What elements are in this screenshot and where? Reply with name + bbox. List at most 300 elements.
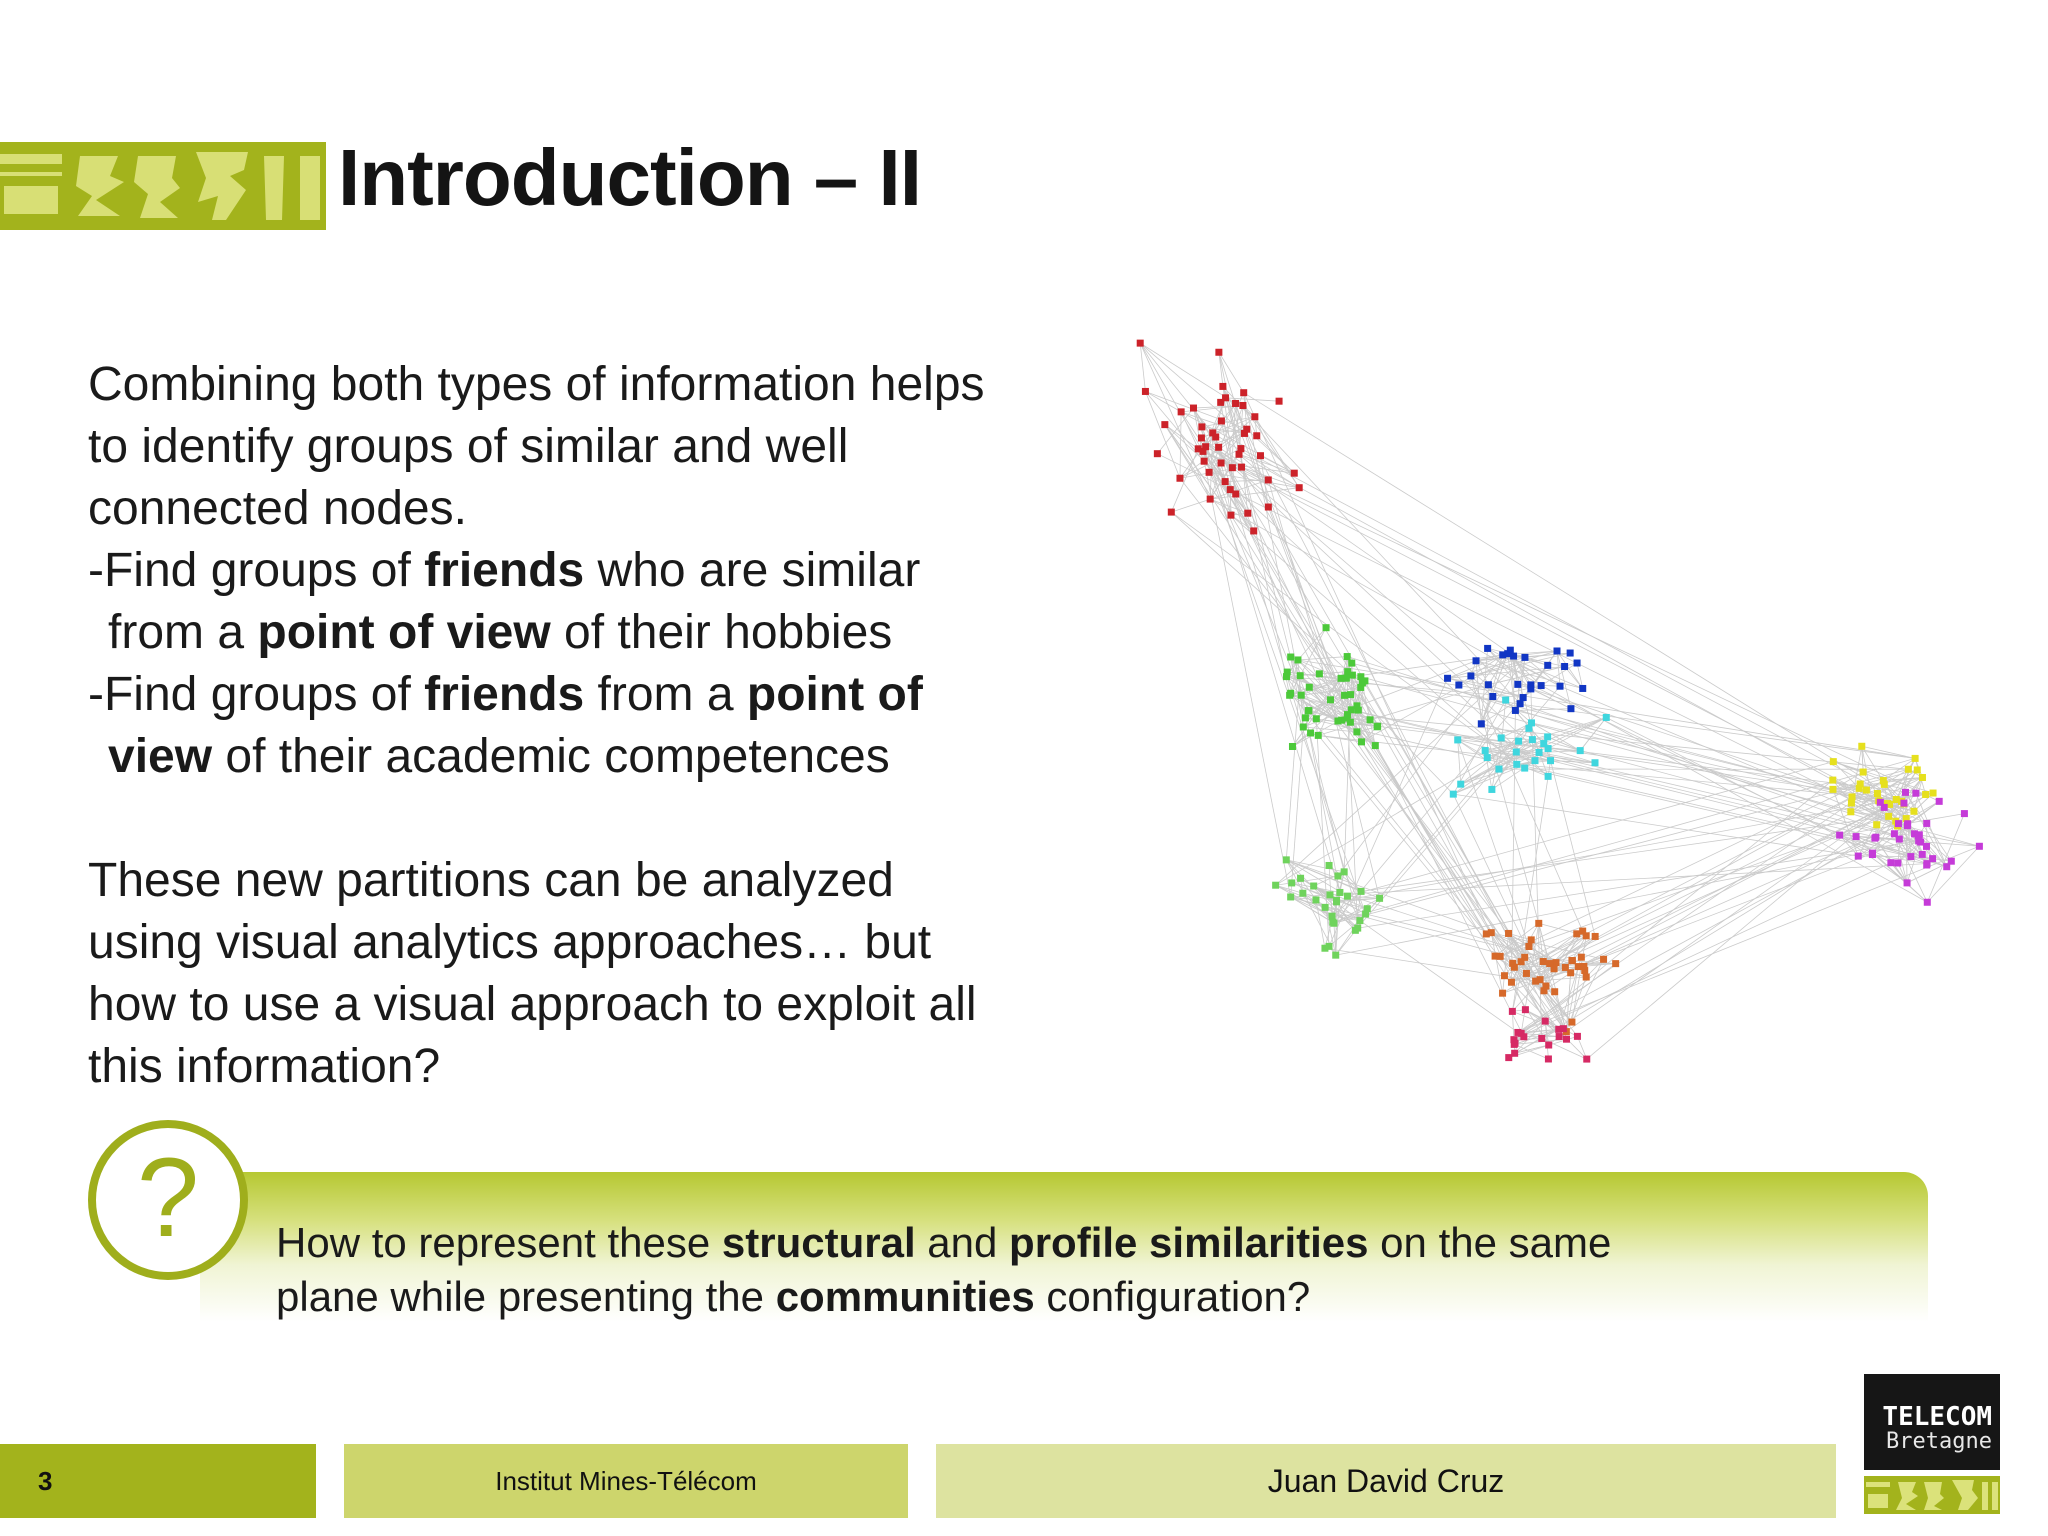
text-run: from a	[584, 668, 747, 721]
graph-node-light-green	[1326, 862, 1333, 869]
graph-node-light-green	[1312, 896, 1319, 903]
graph-node-cyan	[1457, 781, 1464, 788]
graph-node-crimson	[1545, 1055, 1552, 1062]
graph-edge	[1203, 451, 1308, 710]
graph-node-green	[1298, 692, 1305, 699]
graph-node-crimson	[1555, 1026, 1562, 1033]
graph-node-yellow	[1930, 790, 1937, 797]
graph-node-red	[1209, 429, 1216, 436]
graph-node-cyan	[1454, 736, 1461, 743]
graph-edge	[1286, 676, 1300, 860]
graph-node-crimson	[1574, 1033, 1581, 1040]
body-line	[88, 354, 1088, 416]
graph-node-green	[1353, 728, 1360, 735]
institution-logo	[0, 142, 326, 230]
graph-edge	[1244, 393, 1340, 893]
graph-node-red	[1207, 496, 1214, 503]
graph-node-blue	[1527, 685, 1534, 692]
graph-node-orange	[1518, 958, 1525, 965]
graph-node-light-green	[1376, 895, 1383, 902]
graph-edge	[1203, 451, 1366, 914]
graph-node-green	[1307, 729, 1314, 736]
graph-node-red	[1137, 340, 1144, 347]
graph-node-orange	[1540, 958, 1547, 965]
graph-node-cyan	[1482, 747, 1489, 754]
logo-glyph-icon	[0, 142, 326, 230]
graph-node-red	[1229, 464, 1236, 471]
graph-node-magenta	[1915, 837, 1922, 844]
graph-node-orange	[1535, 920, 1542, 927]
graph-node-magenta	[1871, 835, 1878, 842]
graph-node-orange	[1542, 983, 1549, 990]
bold-run: friends	[424, 544, 585, 597]
graph-node-light-green	[1358, 888, 1365, 895]
graph-edge	[1361, 816, 1889, 891]
graph-node-blue	[1567, 705, 1574, 712]
graph-node-magenta	[1912, 790, 1919, 797]
graph-node-light-green	[1341, 868, 1348, 875]
telecom-bretagne-logo	[1864, 1374, 2000, 1470]
body-text	[88, 354, 1088, 1098]
graph-node-cyan	[1531, 757, 1538, 764]
graph-node-red	[1219, 383, 1226, 390]
graph-edge	[1145, 391, 1180, 478]
graph-node-magenta	[1904, 820, 1911, 827]
graph-node-orange	[1552, 959, 1559, 966]
graph-node-orange	[1528, 936, 1535, 943]
graph-node-yellow	[1849, 793, 1856, 800]
graph-node-red	[1215, 444, 1222, 451]
graph-node-green	[1305, 707, 1312, 714]
footer-author: Juan David Cruz	[936, 1444, 1836, 1518]
graph-node-crimson	[1583, 1056, 1590, 1063]
graph-node-red	[1198, 423, 1205, 430]
graph-node-green	[1287, 654, 1294, 661]
graph-node-crimson	[1538, 1035, 1545, 1042]
text-run: How to represent these	[276, 1219, 722, 1266]
text-run: connected nodes.	[88, 482, 467, 535]
graph-node-cyan	[1513, 761, 1520, 768]
text-run: using visual analytics approaches… but	[88, 916, 932, 969]
graph-node-light-green	[1287, 893, 1294, 900]
graph-node-red	[1276, 398, 1283, 405]
graph-edge	[1287, 672, 1915, 758]
graph-node-red	[1190, 405, 1197, 412]
graph-edge	[1858, 807, 1884, 856]
text-run: and	[915, 1219, 1010, 1266]
graph-edge	[1348, 715, 1909, 770]
graph-node-magenta	[1902, 789, 1909, 796]
graph-node-green	[1343, 675, 1350, 682]
graph-node-magenta	[1923, 820, 1930, 827]
graph-node-cyan	[1521, 765, 1528, 772]
graph-node-magenta	[1895, 820, 1902, 827]
graph-edge	[1291, 693, 1487, 934]
graph-node-cyan	[1540, 740, 1547, 747]
graph-node-light-green	[1362, 911, 1369, 918]
graph-edge	[1140, 343, 1216, 437]
text-run: who are similar	[584, 544, 921, 597]
graph-node-red	[1215, 349, 1222, 356]
graph-edge	[1340, 892, 1556, 962]
graph-node-blue	[1520, 694, 1527, 701]
graph-node-green	[1367, 716, 1374, 723]
graph-node-magenta	[1900, 800, 1907, 807]
graph-node-crimson	[1545, 1042, 1552, 1049]
graph-node-red	[1198, 434, 1205, 441]
graph-node-orange	[1523, 970, 1530, 977]
graph-node-orange	[1497, 953, 1504, 960]
body-line	[88, 540, 1088, 602]
graph-node-yellow	[1863, 787, 1870, 794]
graph-node-green	[1347, 691, 1354, 698]
graph-edge	[1336, 842, 1921, 955]
graph-node-orange	[1600, 956, 1607, 963]
graph-node-green	[1349, 672, 1356, 679]
graph-node-blue	[1553, 647, 1560, 654]
graph-node-light-green	[1310, 883, 1317, 890]
graph-node-yellow	[1874, 790, 1881, 797]
graph-node-magenta	[1896, 836, 1903, 843]
graph-node-orange	[1568, 1019, 1575, 1026]
graph-node-red	[1195, 445, 1202, 452]
graph-node-light-green	[1272, 882, 1279, 889]
graph-node-red	[1265, 504, 1272, 511]
bold-run: profile similarities	[1009, 1219, 1369, 1266]
graph-node-green	[1315, 732, 1322, 739]
graph-node-crimson	[1556, 1033, 1563, 1040]
graph-node-red	[1222, 394, 1229, 401]
graph-edge	[1927, 846, 1979, 902]
graph-node-yellow	[1848, 800, 1855, 807]
graph-node-green	[1374, 723, 1381, 730]
graph-node-red	[1239, 402, 1246, 409]
text-run: plane while presenting the	[276, 1273, 776, 1320]
graph-node-red	[1176, 475, 1183, 482]
graph-node-red	[1232, 491, 1239, 498]
graph-node-magenta	[1924, 899, 1931, 906]
graph-node-cyan	[1502, 697, 1509, 704]
graph-node-yellow	[1829, 786, 1836, 793]
graph-node-blue	[1574, 660, 1581, 667]
graph-node-red	[1240, 389, 1247, 396]
graph-node-green	[1372, 742, 1379, 749]
graph-node-blue	[1478, 720, 1485, 727]
paragraph-gap	[88, 788, 1088, 850]
graph-edge	[1223, 386, 1520, 703]
graph-node-red	[1227, 512, 1234, 519]
graph-node-blue	[1517, 700, 1524, 707]
graph-edge	[1291, 727, 1304, 897]
graph-node-orange	[1612, 960, 1619, 967]
text-run: These new partitions can be analyzed	[88, 854, 894, 907]
graph-node-orange	[1501, 972, 1508, 979]
graph-node-light-green	[1336, 889, 1343, 896]
body-line	[88, 1036, 1088, 1098]
graph-node-magenta	[1894, 860, 1901, 867]
text-run: -Find groups of	[88, 668, 425, 721]
graph-node-magenta	[1877, 799, 1884, 806]
graph-node-red	[1237, 445, 1244, 452]
graph-node-orange	[1578, 954, 1585, 961]
graph-node-green	[1355, 707, 1362, 714]
graph-edge	[1347, 762, 1833, 896]
graph-node-magenta	[1961, 810, 1968, 817]
text-run: of their academic competences	[212, 730, 890, 783]
graph-edge	[1298, 657, 1347, 660]
graph-node-red	[1265, 476, 1272, 483]
graph-node-light-green	[1297, 875, 1304, 882]
graph-node-blue	[1514, 681, 1521, 688]
graph-node-orange	[1508, 979, 1515, 986]
graph-node-crimson	[1520, 1033, 1527, 1040]
graph-nodes	[1137, 340, 1983, 1063]
graph-node-cyan	[1450, 791, 1457, 798]
graph-node-green	[1357, 673, 1364, 680]
bold-run: communities	[775, 1273, 1035, 1320]
graph-edge	[1140, 343, 1210, 499]
graph-node-crimson	[1542, 1018, 1549, 1025]
graph-node-cyan	[1488, 786, 1495, 793]
graph-node-yellow	[1857, 780, 1864, 787]
text-run: configuration?	[1034, 1273, 1311, 1320]
graph-node-cyan	[1498, 734, 1505, 741]
graph-edge	[1531, 685, 1560, 686]
text-run: -Find groups of	[88, 544, 425, 597]
graph-node-yellow	[1860, 769, 1867, 776]
graph-node-yellow	[1829, 777, 1836, 784]
graph-node-crimson	[1522, 1006, 1529, 1013]
graph-node-green	[1348, 660, 1355, 667]
graph-edge	[1355, 741, 1518, 930]
graph-node-blue	[1444, 675, 1451, 682]
body-line	[88, 850, 1088, 912]
graph-node-cyan	[1545, 773, 1552, 780]
graph-node-green	[1316, 670, 1323, 677]
graph-node-light-green	[1321, 945, 1328, 952]
graph-edge	[1341, 678, 1453, 794]
graph-node-magenta	[1929, 855, 1936, 862]
telecom-logo-strip	[1864, 1476, 2000, 1514]
text-run: how to use a visual approach to exploit all	[88, 978, 977, 1031]
logo-line-2: Bretagne	[1886, 1429, 1992, 1454]
graph-node-orange	[1592, 933, 1599, 940]
graph-edge	[1203, 451, 1341, 678]
graph-node-crimson	[1509, 1008, 1516, 1015]
graph-node-magenta	[1869, 851, 1876, 858]
question-text	[276, 1216, 1836, 1324]
graph-node-green	[1294, 656, 1301, 663]
graph-node-green	[1283, 673, 1290, 680]
graph-node-cyan	[1525, 725, 1532, 732]
graph-node-orange	[1551, 988, 1558, 995]
graph-node-green	[1327, 696, 1334, 703]
graph-edge	[1244, 393, 1904, 803]
graph-node-red	[1178, 408, 1185, 415]
graph-node-red	[1250, 527, 1257, 534]
graph-node-light-green	[1333, 897, 1340, 904]
graph-node-crimson	[1563, 1036, 1570, 1043]
graph-node-green	[1344, 715, 1351, 722]
graph-node-orange	[1580, 963, 1587, 970]
graph-node-yellow	[1880, 777, 1887, 784]
body-line	[88, 664, 1088, 726]
graph-node-orange	[1509, 960, 1516, 967]
graph-node-yellow	[1830, 758, 1837, 765]
graph-node-blue	[1507, 647, 1514, 654]
graph-node-cyan	[1515, 738, 1522, 745]
body-line	[88, 478, 1088, 540]
graph-node-crimson	[1511, 1050, 1518, 1057]
graph-node-blue	[1557, 683, 1564, 690]
graph-edges	[1140, 343, 1979, 1059]
graph-node-orange	[1546, 960, 1553, 967]
graph-edge	[1551, 761, 1596, 937]
graph-node-cyan	[1484, 754, 1491, 761]
body-line	[88, 974, 1088, 1036]
body-line	[88, 416, 1088, 478]
graph-node-red	[1296, 484, 1303, 491]
graph-node-green	[1302, 714, 1309, 721]
graph-node-yellow	[1905, 766, 1912, 773]
graph-node-red	[1244, 510, 1251, 517]
graph-node-green	[1287, 690, 1294, 697]
graph-node-magenta	[1911, 830, 1918, 837]
graph-node-blue	[1567, 650, 1574, 657]
text-run: Combining both types of information helps	[88, 358, 985, 411]
slide-title: Introduction – II	[338, 133, 921, 222]
logo-line-1: TELECOM	[1882, 1402, 1992, 1432]
graph-node-green	[1289, 743, 1296, 750]
graph-node-blue	[1473, 657, 1480, 664]
graph-node-light-green	[1329, 919, 1336, 926]
graph-node-green	[1306, 684, 1313, 691]
text-run: of their hobbies	[550, 606, 893, 659]
graph-node-yellow	[1912, 755, 1919, 762]
graph-node-blue	[1484, 645, 1491, 652]
text-run: on the same	[1368, 1219, 1612, 1266]
graph-edge	[1518, 837, 1876, 1032]
graph-node-cyan	[1496, 766, 1503, 773]
graph-node-cyan	[1529, 736, 1536, 743]
graph-edge	[1334, 770, 1917, 923]
graph-node-magenta	[1853, 833, 1860, 840]
graph-node-orange	[1505, 930, 1512, 937]
graph-node-yellow	[1873, 821, 1880, 828]
graph-node-red	[1232, 400, 1239, 407]
graph-node-yellow	[1914, 766, 1921, 773]
graph-node-cyan	[1536, 749, 1543, 756]
graph-node-yellow	[1910, 808, 1917, 815]
text-run: this information?	[88, 1040, 441, 1093]
graph-node-light-green	[1344, 893, 1351, 900]
graph-node-red	[1251, 413, 1258, 420]
graph-node-green	[1323, 624, 1330, 631]
graph-node-red	[1218, 459, 1225, 466]
graph-node-light-green	[1332, 952, 1339, 959]
graph-node-blue	[1467, 672, 1474, 679]
graph-node-magenta	[1976, 843, 1983, 850]
logo-glyph-small-icon	[1864, 1476, 2000, 1514]
graph-node-orange	[1525, 943, 1532, 950]
body-line	[88, 912, 1088, 974]
question-line	[276, 1270, 1836, 1324]
graph-edge	[1140, 343, 1244, 433]
graph-node-magenta	[1904, 879, 1911, 886]
graph-node-blue	[1455, 682, 1462, 689]
graph-node-orange	[1488, 929, 1495, 936]
graph-edge	[1291, 864, 1927, 897]
graph-node-blue	[1561, 663, 1568, 670]
footer-institution: Institut Mines-Télécom	[344, 1444, 908, 1518]
graph-edge	[1291, 897, 1571, 973]
graph-node-blue	[1485, 681, 1492, 688]
graph-node-cyan	[1603, 714, 1610, 721]
graph-node-blue	[1499, 651, 1506, 658]
graph-node-light-green	[1334, 872, 1341, 879]
graph-node-light-green	[1322, 904, 1329, 911]
question-mark: ?	[136, 1135, 200, 1260]
graph-node-yellow	[1919, 774, 1926, 781]
graph-node-cyan	[1591, 759, 1598, 766]
bold-run: friends	[424, 668, 585, 721]
graph-node-green	[1300, 723, 1307, 730]
graph-node-red	[1202, 443, 1209, 450]
graph-node-light-green	[1354, 925, 1361, 932]
graph-node-green	[1297, 672, 1304, 679]
graph-node-yellow	[1885, 813, 1892, 820]
graph-node-cyan	[1544, 733, 1551, 740]
graph-edge	[1165, 425, 1198, 449]
graph-node-magenta	[1936, 798, 1943, 805]
graph-node-crimson	[1511, 1041, 1518, 1048]
graph-node-green	[1344, 653, 1351, 660]
graph-node-light-green	[1299, 890, 1306, 897]
graph-node-red	[1206, 469, 1213, 476]
text-run: from a	[108, 606, 258, 659]
graph-node-light-green	[1356, 917, 1363, 924]
body-line	[88, 602, 1088, 664]
network-graph	[1090, 270, 2048, 1190]
graph-node-magenta	[1948, 858, 1955, 865]
graph-node-red	[1291, 470, 1298, 477]
graph-node-cyan	[1513, 748, 1520, 755]
graph-edge	[1203, 451, 1879, 800]
graph-node-orange	[1583, 974, 1590, 981]
graph-node-blue	[1512, 707, 1519, 714]
page-number: 3	[0, 1444, 316, 1518]
graph-node-light-green	[1283, 856, 1290, 863]
graph-node-magenta	[1923, 843, 1930, 850]
bold-run: view	[108, 730, 213, 783]
graph-node-blue	[1579, 685, 1586, 692]
graph-node-blue	[1538, 682, 1545, 689]
question-line	[276, 1216, 1836, 1270]
graph-node-magenta	[1923, 862, 1930, 869]
graph-node-green	[1341, 692, 1348, 699]
graph-edge	[1511, 778, 1922, 983]
graph-node-cyan	[1577, 747, 1584, 754]
graph-node-magenta	[1836, 832, 1843, 839]
graph-node-red	[1154, 450, 1161, 457]
graph-node-orange	[1579, 928, 1586, 935]
graph-node-red	[1253, 432, 1260, 439]
graph-node-green	[1357, 684, 1364, 691]
graph-node-yellow	[1858, 743, 1865, 750]
graph-node-light-green	[1327, 891, 1334, 898]
graph-node-orange	[1532, 978, 1539, 985]
graph-node-orange	[1567, 969, 1574, 976]
